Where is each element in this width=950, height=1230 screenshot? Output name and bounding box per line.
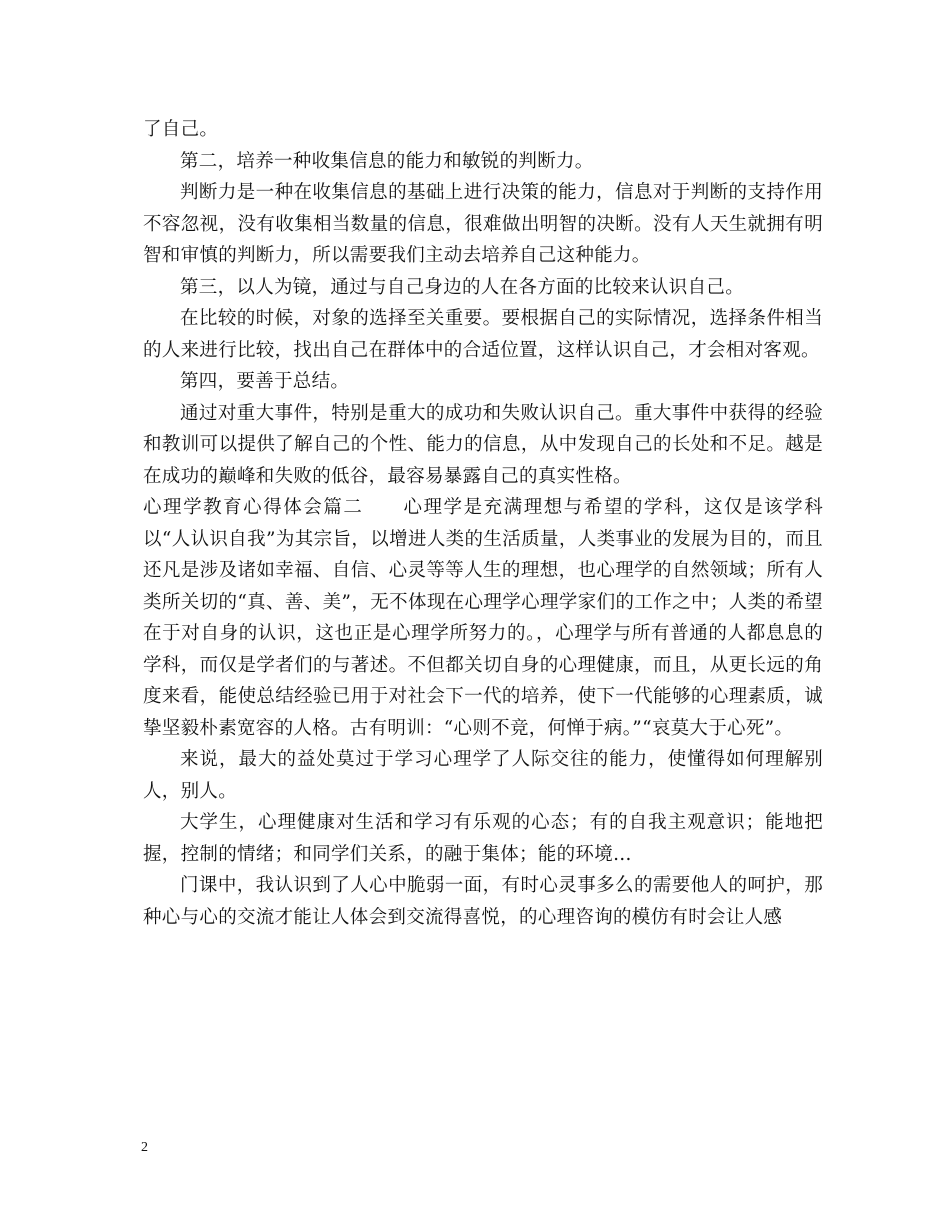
paragraph: 门课中，我认识到了人心中脆弱一面，有时心灵事多么的需要他人的呵护，那种心与心的交流才能让人体会到交流得喜悦，的心理咨询的模仿有时会让人感: [143, 875, 823, 928]
paragraph: 第二，培养一种收集信息的能力和敏锐的判断力。: [180, 150, 594, 172]
body-text: [143, 114, 823, 933]
page-number: 2: [141, 1140, 148, 1155]
section-heading-paragraph: 心理学教育心得体会篇二 心理学是充满理想与希望的学科，这仅是该学科以“人认识自我”为其宗旨，以增进人类的生活质量，人类事业的发展为目的，而且还凡是涉及诸如幸福、自信、心灵等等人生的理想，也心理学的自然领域；所有人类所关切的“真、善、美”，无不体现在心理学心理学家们的工作之中；人类的希望在于对自身的认识，这也正是心理学所努力的。，心理学与所有普通的人都息息的学科，而仅是学者们的与著述。不但都关切自身的心理健康，而且，从更长远的角度来看，能使总结经验已用于对社会下一代的培养，使下一代能够的心理素质，诚挚坚毅朴素宽容的人格。古有明训：“心则不竞，何惮于病。”“哀莫大于心死”。: [143, 497, 823, 739]
paragraph: 了自己。: [143, 119, 219, 140]
paragraph: 第三，以人为镜，通过与自己身边的人在各方面的比较来认识自己。: [180, 276, 745, 298]
paragraph: 第四，要善于总结。: [180, 371, 350, 392]
paragraph: 通过对重大事件，特别是重大的成功和失败认识自己。重大事件中获得的经验和教训可以提供了解自己的个性、能力的信息，从中发现自己的长处和不足。越是在成功的巅峰和失败的低谷，最容易暴露自己的真实性格。: [143, 402, 823, 487]
paragraph: 大学生，心理健康对生活和学习有乐观的心态；有的自我主观意识；能地把握，控制的情绪；和同学们关系，的融于集体；能的环境…: [143, 812, 823, 865]
paragraph: 判断力是一种在收集信息的基础上进行决策的能力，信息对于判断的支持作用不容忽视，没有收集相当数量的信息，很难做出明智的决断。没有人天生就拥有明智和审慎的判断力，所以需要我们主动去培养自己这种能力。: [143, 182, 823, 266]
paragraph: 来说，最大的益处莫过于学习心理学了人际交往的能力，使懂得如何理解别人，别人。: [143, 749, 823, 802]
paragraph: 在比较的时候，对象的选择至关重要。要根据自己的实际情况，选择条件相当的人来进行比较，找出自己在群体中的合适位置，这样认识自己，才会相对客观。: [143, 308, 823, 361]
